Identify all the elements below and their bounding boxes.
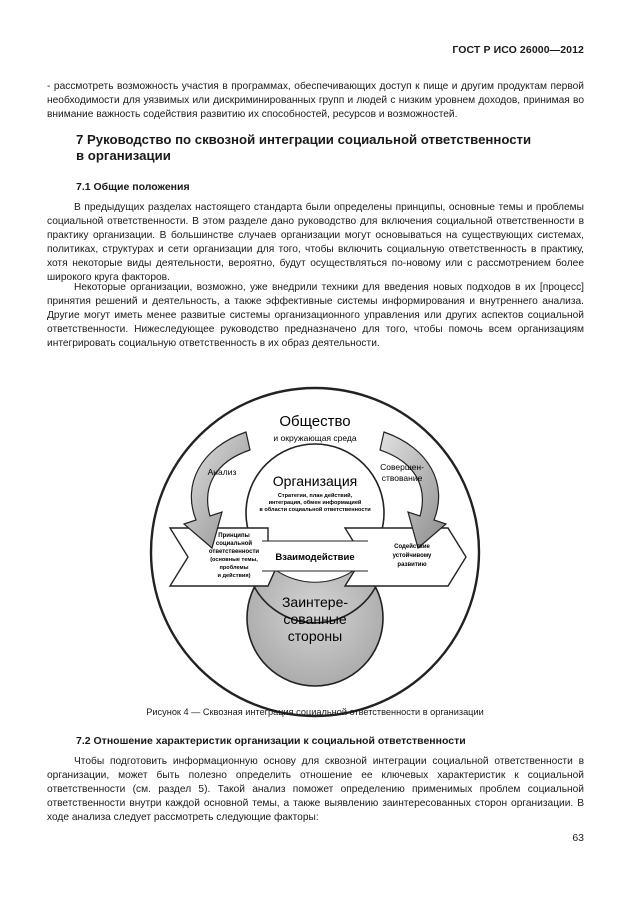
figure-caption: Рисунок 4 — Сквозная интеграция социальной ответственности в организации <box>146 707 484 717</box>
organization-detail-1: Стратегии, план действий, <box>277 493 353 499</box>
section-7-2-paragraph-1: Чтобы подготовить информационную основу для сквозной интеграции социальной ответственности в организации, может быть полезно определить отношение ее ключевых характеристик к социальной ответственности (см. раздел 5). Такой анализ поможет определению применимых проблем социальной ответственности внутри каждой основной темы, а также выявлению заинтересованных сторон организации. В ходе анализа следует рассмотреть следующие факторы: <box>47 756 584 823</box>
section-7-1-heading: 7.1 Общие положения <box>76 181 190 193</box>
section-7-heading-line2: в организации <box>76 148 171 163</box>
left-arrow-text-3: ответственности <box>208 549 260 555</box>
analysis-label: Анализ <box>207 467 237 477</box>
right-arrow-text-3: развитию <box>397 562 427 568</box>
stakeholders-line2: сованные <box>283 611 347 627</box>
left-arrow-text-4: (основные темы, <box>210 557 258 563</box>
left-arrow-text-1: Принципы <box>218 533 250 539</box>
organization-detail-2: интеграция, обмен информацией <box>268 500 362 506</box>
stakeholders-line3: стороны <box>287 628 343 644</box>
organization-detail-3: в области социальной ответственности <box>259 507 371 513</box>
improvement-label-line2: ствование <box>381 473 423 483</box>
society-title: Общество <box>279 413 351 430</box>
section-7-2-heading: 7.2 Отношение характеристик организации к социальной ответственности <box>76 735 466 747</box>
improvement-label-line1: Совершен- <box>380 462 424 472</box>
section-7-1-paragraph-1: В предыдущих разделах настоящего стандарта были определены принципы, основные темы и проблемы социальной ответственности. В этом разделе дано руководство для включения социальной ответственности в практику организации. В большинстве случаев организации могут основываться на существующих системах, политиках, структурах и сети организации для того, чтобы включить социальную ответственность в практику, хотя некоторые виды деятельности, вероятно, будут осуществляться по-новому или с рассмотрением более широкого круга факторов. <box>47 202 584 283</box>
right-arrow-text-2: устойчивому <box>392 553 432 559</box>
right-arrow-text-1: Содействие <box>394 544 430 550</box>
section-7-heading-line1: 7 Руководство по сквозной интеграции социальной ответственности <box>76 132 532 147</box>
society-subtitle: и окружающая среда <box>273 433 357 443</box>
page-number: 63 <box>572 832 584 844</box>
organization-title: Организация <box>272 473 358 489</box>
document-header: ГОСТ Р ИСО 26000—2012 <box>452 44 584 56</box>
interaction-label: Взаимодействие <box>275 552 355 563</box>
left-arrow-text-5: проблемы <box>219 565 249 571</box>
section-7-1-paragraph-2: Некоторые организации, возможно, уже внедрили техники для введения новых подходов в их [процесс] принятия решений и деятельность, а также эффективные системы информирования и внутреннего анализа. Другие могут иметь менее развитые системы организационного управления или других аспектов социальной ответственности. Нижеследующее руководство предназначено для того, чтобы помочь всем организациям интегрировать социальную ответственность в их образ деятельности. <box>47 282 584 349</box>
left-arrow-text-2: социальной <box>215 541 253 547</box>
left-arrow-text-6: и действия) <box>217 573 251 579</box>
intro-paragraph: - рассмотреть возможность участия в программах, обеспечивающих доступ к пище и другим продуктам первой необходимости для уязвимых или дискриминированных групп и людей с низким уровнем доходов, принимая во внимание важность содействия развитию их способностей, ресурсов и возможностей. <box>47 81 584 120</box>
stakeholders-line1: Заинтере- <box>281 594 349 610</box>
